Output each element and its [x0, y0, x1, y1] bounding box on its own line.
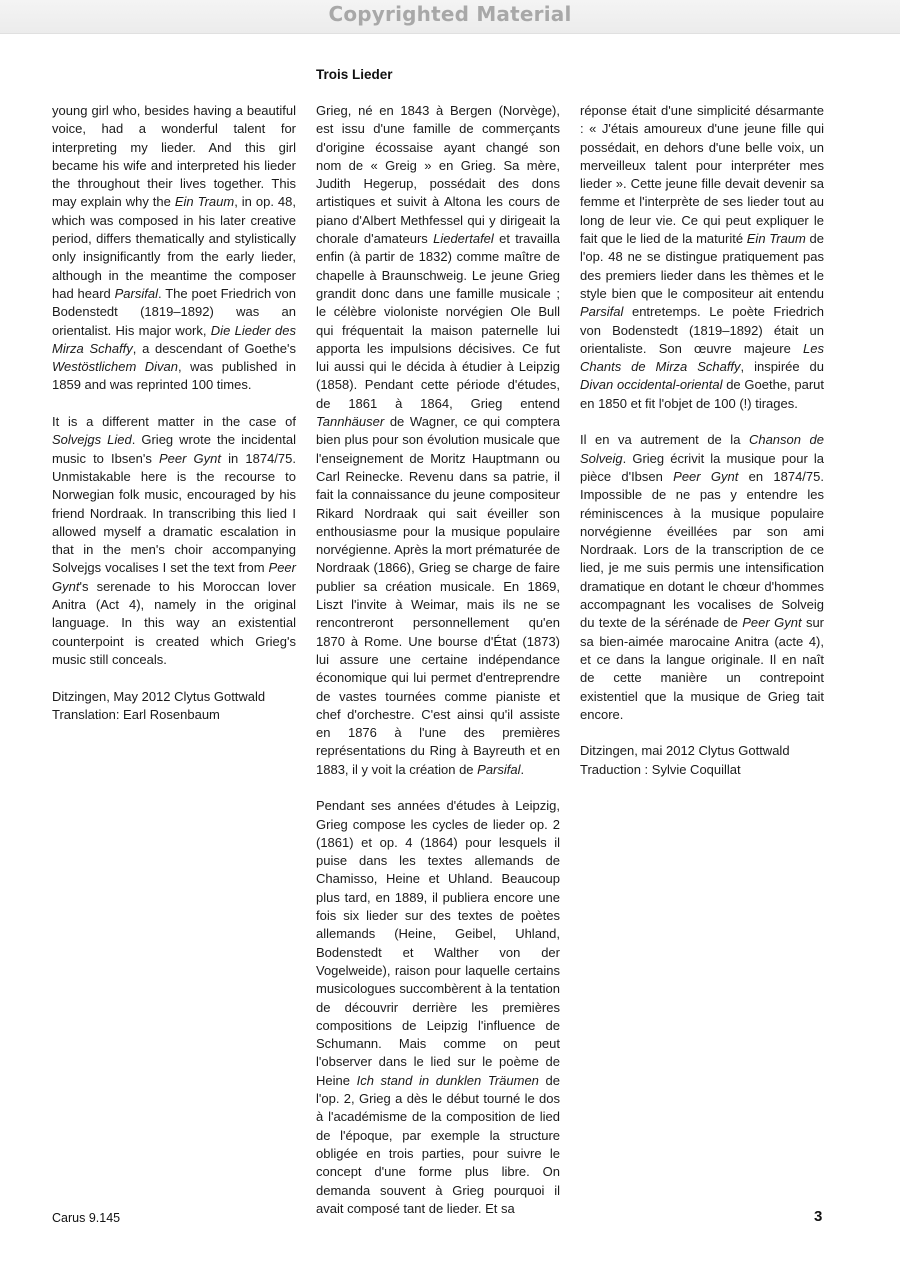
page-number: 3	[814, 1208, 823, 1225]
english-paragraph-2: It is a different matter in the case of Solvejgs Lied. Grieg wrote the incidental music to Ibsen's Peer Gynt in 1874/75. Unmistakable here is the recourse to Norwegian folk music, encouraged by his friend Nordraak. In transcribing this lied I allowed myself a dramatic escalation in that in the men's choir accompanying Solvejgs vocalises I set the text from Peer Gynt's serenade to his Moroccan lover Anitra (Act 4), namely in the original language. In this way an existential counterpoint is created which Grieg's music still conceals.	[52, 414, 296, 667]
french-column-2	[580, 102, 824, 797]
english-signature	[52, 688, 296, 725]
french-paragraph-2: Pendant ses années d'études à Leipzig, Grieg compose les cycles de lieder op. 2 (1861) et op. 4 (1864) pour lesquels il puise dans les textes allemands de Chamisso, Heine et Uhland. Beaucoup plus tard, en 1889, il publiera encore une fois six lieder sur des textes de poètes allemands (Heine, Geibel, Uhland, Bodenstedt et Walther von der Vogelweide), raison pour laquelle certains musicologues succombèrent à la tentation de découvrir derrière les premières compositions de Leipzig l'influence de Schumann. Mais comme on peut l'observer dans le lied sur le poème de Heine Ich stand in dunklen Träumen de l'op. 2, Grieg a dès le début tourné le dos à l'académisme de la composition de lied de l'époque, par exemple la structure obligée en trois parties, pour suivre le concept d'une forme plus libre. On demanda souvent à Grieg pourquoi il avait composé tant de lieder. Et sa	[316, 798, 560, 1216]
english-signature-place: Ditzingen, May 2012 Clytus Gottwald	[52, 688, 266, 704]
french-paragraph-3: réponse était d'une simplicité désarmante : « J'étais amoureux d'une jeune fille qui possédait, en dehors d'une belle voix, un merveilleux talent pour interpréter mes lieder ». Cette jeune fille devait devenir sa femme et l'interprète de ses lieder tout au long de leur vie. Ce qui peut expliquer le fait que le lied de la maturité Ein Traum de l'op. 48 ne se distingue pratiquement pas des premiers lieder dans les thèmes et le style bien que le compositeur ait entendu Parsifal entretemps. Le poète Friedrich von Bodenstedt (1819–1892) était un orientaliste. Son œuvre majeure Les Chants de Mirza Schaffy, inspirée du Divan occidental-oriental de Goethe, parut en 1850 et fit l'objet de 100 (!) tirages.	[580, 103, 824, 411]
english-paragraph-1: young girl who, besides having a beautiful voice, had a wonderful talent for interpreting my lieder. And this girl became his wife and interpreted his lieder the throughout their lives together. This may explain why the Ein Traum, in op. 48, which was composed in his later creative period, differs thematically and stylistically only insignificantly from the early lieder, although in the meantime the composer had heard Parsifal. The poet Friedrich von Bodenstedt (1819–1892) was an orientalist. His major work, Die Lieder des Mirza Schaffy, a descendant of Goethe's Westöstlichem Divan, was published in 1859 and was reprinted 100 times.	[52, 103, 296, 393]
copyright-watermark: Copyrighted Material	[328, 2, 572, 26]
french-signature	[580, 742, 824, 779]
french-column-1	[316, 102, 560, 1236]
section-heading: Trois Lieder	[316, 67, 393, 82]
english-translator: Translation: Earl Rosenbaum	[52, 706, 220, 722]
english-column	[52, 102, 296, 742]
french-paragraph-4: Il en va autrement de la Chanson de Solveig. Grieg écrivit la musique pour la pièce d'Ibsen Peer Gynt en 1874/75. Impossible de ne pas y entendre les réminiscences à la musique populaire norvégienne éveillées par son ami Nordraak. Lors de la transcription de ce lied, je me suis permis une intensification dramatique en dotant le chœur d'hommes accompagnant les vocalises de Solveig du texte de la sérénade de Peer Gynt sur sa bien-aimée marocaine Anitra (acte 4), et ce dans la langue originale. Il en naît de cette manière un contrepoint existentiel que la musique de Grieg tait encore.	[580, 432, 825, 722]
catalog-number: Carus 9.145	[52, 1211, 121, 1225]
french-paragraph-1: Grieg, né en 1843 à Bergen (Norvège), est issu d'une famille de commerçants d'origine écossaise ayant changé son nom de « Greig » en Grieg. Sa mère, Judith Hegerup, possédait des dons artistiques et suivit à Altona les cours de piano d'Albert Methfessel qui y dirigeait la chorale d'amateurs Liedertafel et travailla enfin (à partir de 1832) comme maître de chapelle à Braunschweig. Le jeune Grieg grandit donc dans une famille musicale ; le célèbre violoniste norvégien Ole Bull qui fréquentait la maison paternelle lui apporta les impulsions décisives. Ce fut lui aussi qui le décida à étudier à Leipzig (1858). Pendant cette période d'études, de 1861 à 1864, Grieg entend Tannhäuser de Wagner, ce qui comptera bien plus pour son évolution musicale que l'enseignement de Moritz Hauptmann ou Carl Reinecke. Revenu dans sa patrie, il fait la connaissance du jeune compositeur Rikard Nordraak qui sait éveiller son enthousiasme pour la musique populaire norvégienne. Après la mort prématurée de Nordraak (1866), Grieg se charge de faire publier sa création musicale. En 1869, Liszt l'invite à Weimar, mais ils ne se rencontreront personnellement qu'en 1870 à Rome. Une bourse d'État (1873) lui assure une certaine indépendance économique qui lui permet d'entreprendre de vastes tournées comme pianiste et chef d'orchestre. C'est ainsi qu'il assiste en 1876 à l'une des premières représentations du Ring à Bayreuth et en 1883, il y voit la création de Parsifal.	[316, 103, 560, 777]
french-signature-place: Ditzingen, mai 2012 Clytus Gottwald	[580, 743, 790, 759]
french-translator: Traduction : Sylvie Coquillat	[580, 761, 741, 777]
